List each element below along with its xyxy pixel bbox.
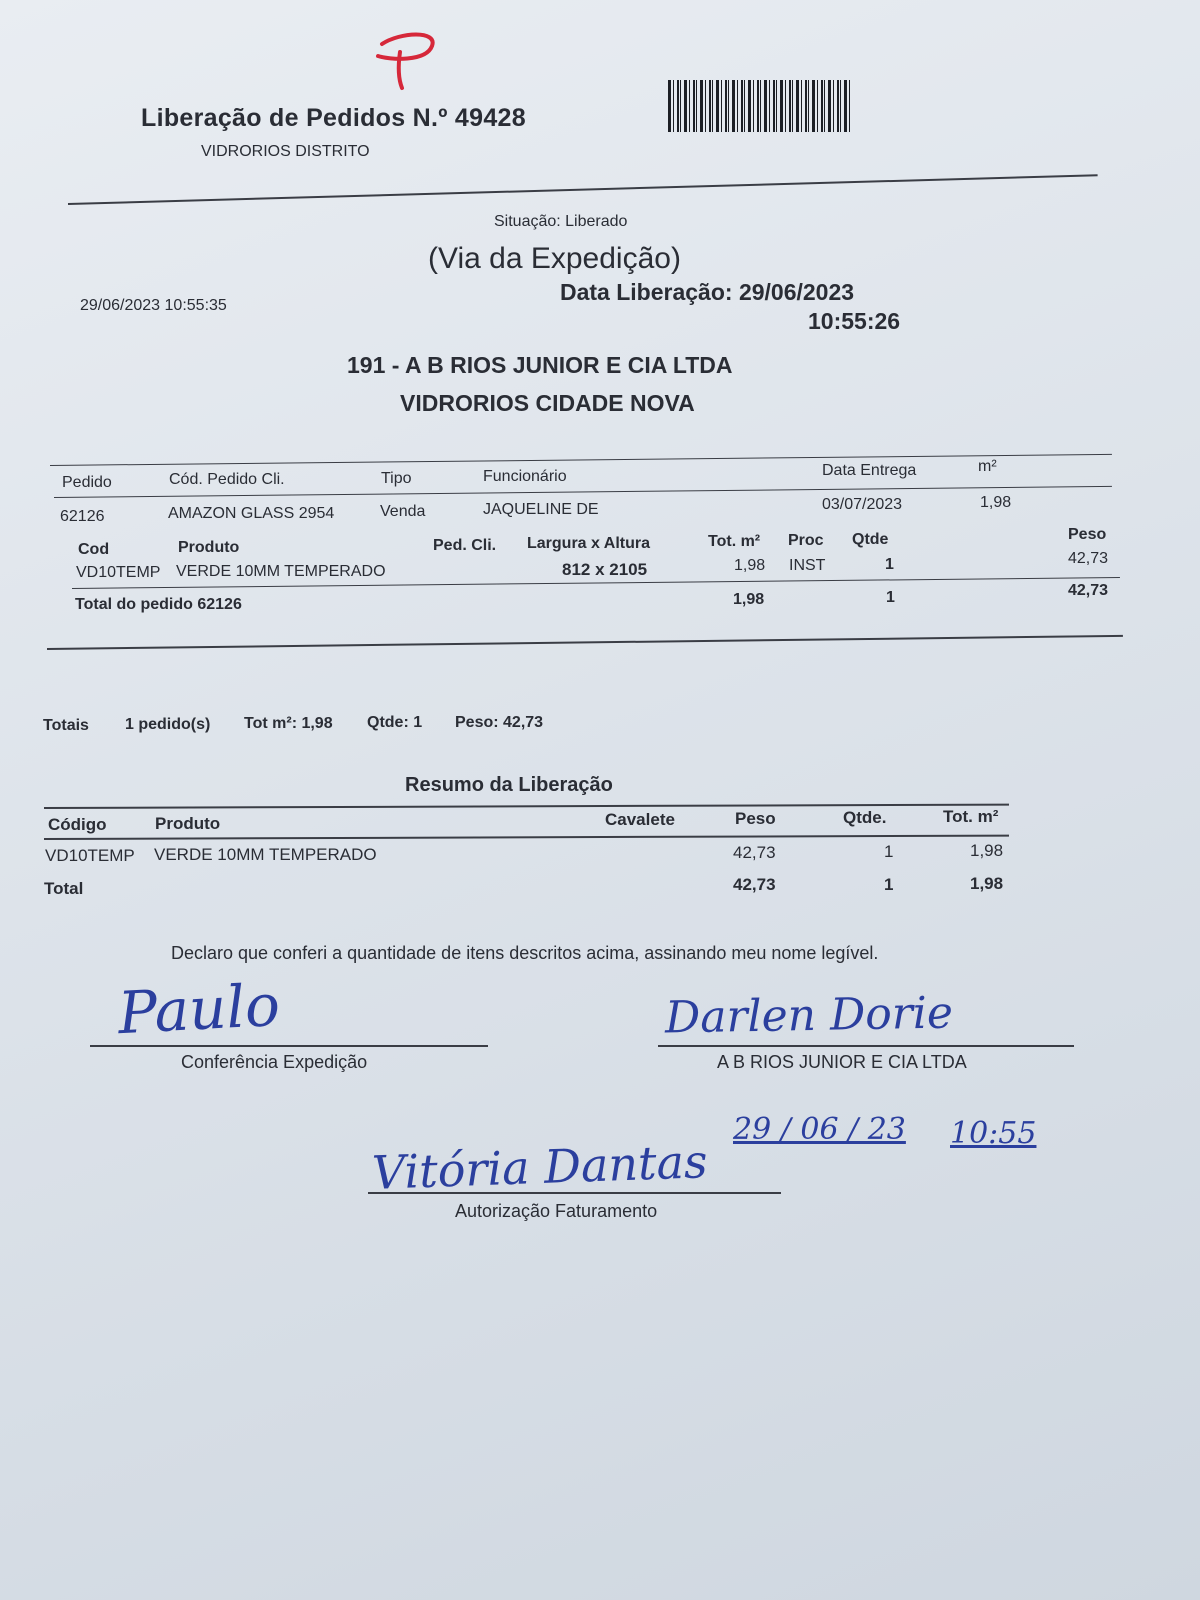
summary-header-qtde: Qtde. [843, 808, 887, 827]
summary-title: Resumo da Liberação [405, 774, 613, 796]
order-table-top-rule [50, 454, 1112, 466]
item-header-proc: Proc [788, 532, 824, 549]
order-total-peso: 42,73 [1068, 582, 1109, 599]
item-tot-m2: 1,98 [734, 557, 766, 574]
order-total-label: Total do pedido 62126 [75, 596, 242, 613]
order-table-bottom-rule [47, 635, 1123, 650]
print-datetime: 29/06/2023 10:55:35 [80, 297, 227, 314]
summary-header-rule [44, 835, 1009, 840]
signature-line-conferencia [90, 1045, 488, 1047]
summary-header-cavalete: Cavalete [605, 810, 675, 829]
item-proc: INST [789, 557, 826, 574]
declaration-text: Declaro que conferi a quantidade de itens descritos acima, assinando meu nome legível. [171, 943, 879, 963]
label-conferencia-expedicao: Conferência Expedição [181, 1052, 368, 1072]
totals-pedidos: 1 pedido(s) [125, 716, 211, 733]
item-qtde: 1 [885, 556, 894, 573]
header-pedido: Pedido [62, 474, 112, 491]
totals-peso: Peso: 42,73 [455, 714, 544, 731]
copy-type: (Via da Expedição) [428, 242, 681, 275]
summary-row-codigo: VD10TEMP [45, 846, 135, 865]
summary-header-produto: Produto [155, 814, 221, 833]
totals-qtde: Qtde: 1 [367, 714, 423, 731]
client-line-1: 191 - A B RIOS JUNIOR E CIA LTDA [347, 352, 733, 378]
header-m2: m² [978, 458, 997, 475]
summary-row-produto: VERDE 10MM TEMPERADO [154, 845, 377, 864]
order-cod-pedido-cli: AMAZON GLASS 2954 [168, 505, 335, 522]
signature-paulo: Paulo [116, 970, 282, 1048]
signature-autorizacao: Vitória Dantas [371, 1134, 709, 1200]
order-tipo: Venda [380, 503, 426, 520]
order-data-entrega: 03/07/2023 [822, 496, 903, 513]
summary-row-qtde: 1 [884, 842, 894, 861]
status-text: Situação: Liberado [494, 213, 628, 230]
handwritten-p-mark [360, 22, 450, 92]
summary-row-tot-m2: 1,98 [970, 841, 1004, 860]
label-autorizacao-faturamento: Autorização Faturamento [455, 1201, 658, 1221]
summary-total-peso: 42,73 [733, 875, 776, 894]
item-cod: VD10TEMP [76, 564, 161, 581]
label-client-company: A B RIOS JUNIOR E CIA LTDA [717, 1052, 967, 1072]
document-title: Liberação de Pedidos N.º 49428 [141, 104, 526, 132]
summary-total-label: Total [44, 879, 84, 898]
header-data-entrega: Data Entrega [822, 462, 917, 479]
header-tipo: Tipo [381, 470, 412, 487]
item-header-cod: Cod [78, 541, 110, 558]
item-header-qtde: Qtde [852, 531, 889, 548]
totals-label: Totais [43, 717, 89, 734]
summary-row-peso: 42,73 [733, 843, 776, 862]
item-peso: 42,73 [1068, 550, 1109, 567]
header-funcionario: Funcionário [483, 468, 567, 485]
item-produto: VERDE 10MM TEMPERADO [176, 563, 386, 580]
handwritten-time: 10:55 [950, 1116, 1037, 1151]
handwritten-date: 29 / 06 / 23 [733, 1112, 906, 1147]
signature-line-autorizacao [368, 1192, 781, 1194]
barcode [668, 80, 850, 132]
signature-line-client [658, 1045, 1074, 1047]
header-cod-pedido-cli: Cód. Pedido Cli. [169, 471, 285, 488]
order-total-qtde: 1 [886, 589, 895, 606]
summary-header-codigo: Código [48, 815, 107, 834]
item-header-ped-cli: Ped. Cli. [433, 537, 497, 554]
company-name: VIDRORIOS DISTRITO [201, 143, 370, 160]
client-line-2: VIDRORIOS CIDADE NOVA [400, 390, 695, 416]
item-dims: 812 x 2105 [562, 560, 648, 579]
release-date: Data Liberação: 29/06/2023 [560, 279, 855, 305]
item-header-peso: Peso [1068, 526, 1107, 543]
summary-total-qtde: 1 [884, 875, 894, 894]
release-time: 10:55:26 [808, 308, 901, 334]
totals-tot-m2: Tot m²: 1,98 [244, 715, 333, 732]
order-m2: 1,98 [980, 494, 1012, 511]
item-header-produto: Produto [178, 539, 240, 556]
header-divider [68, 174, 1098, 205]
summary-header-tot-m2: Tot. m² [943, 807, 999, 826]
item-header-largura-altura: Largura x Altura [527, 535, 650, 552]
order-funcionario: JAQUELINE DE [483, 501, 599, 518]
order-total-m2: 1,98 [733, 591, 765, 608]
summary-total-tot-m2: 1,98 [970, 874, 1004, 893]
order-pedido: 62126 [60, 508, 105, 525]
summary-header-peso: Peso [735, 809, 776, 828]
item-header-tot-m2: Tot. m² [708, 533, 761, 550]
signature-client: Darlen Dorie [664, 987, 954, 1044]
